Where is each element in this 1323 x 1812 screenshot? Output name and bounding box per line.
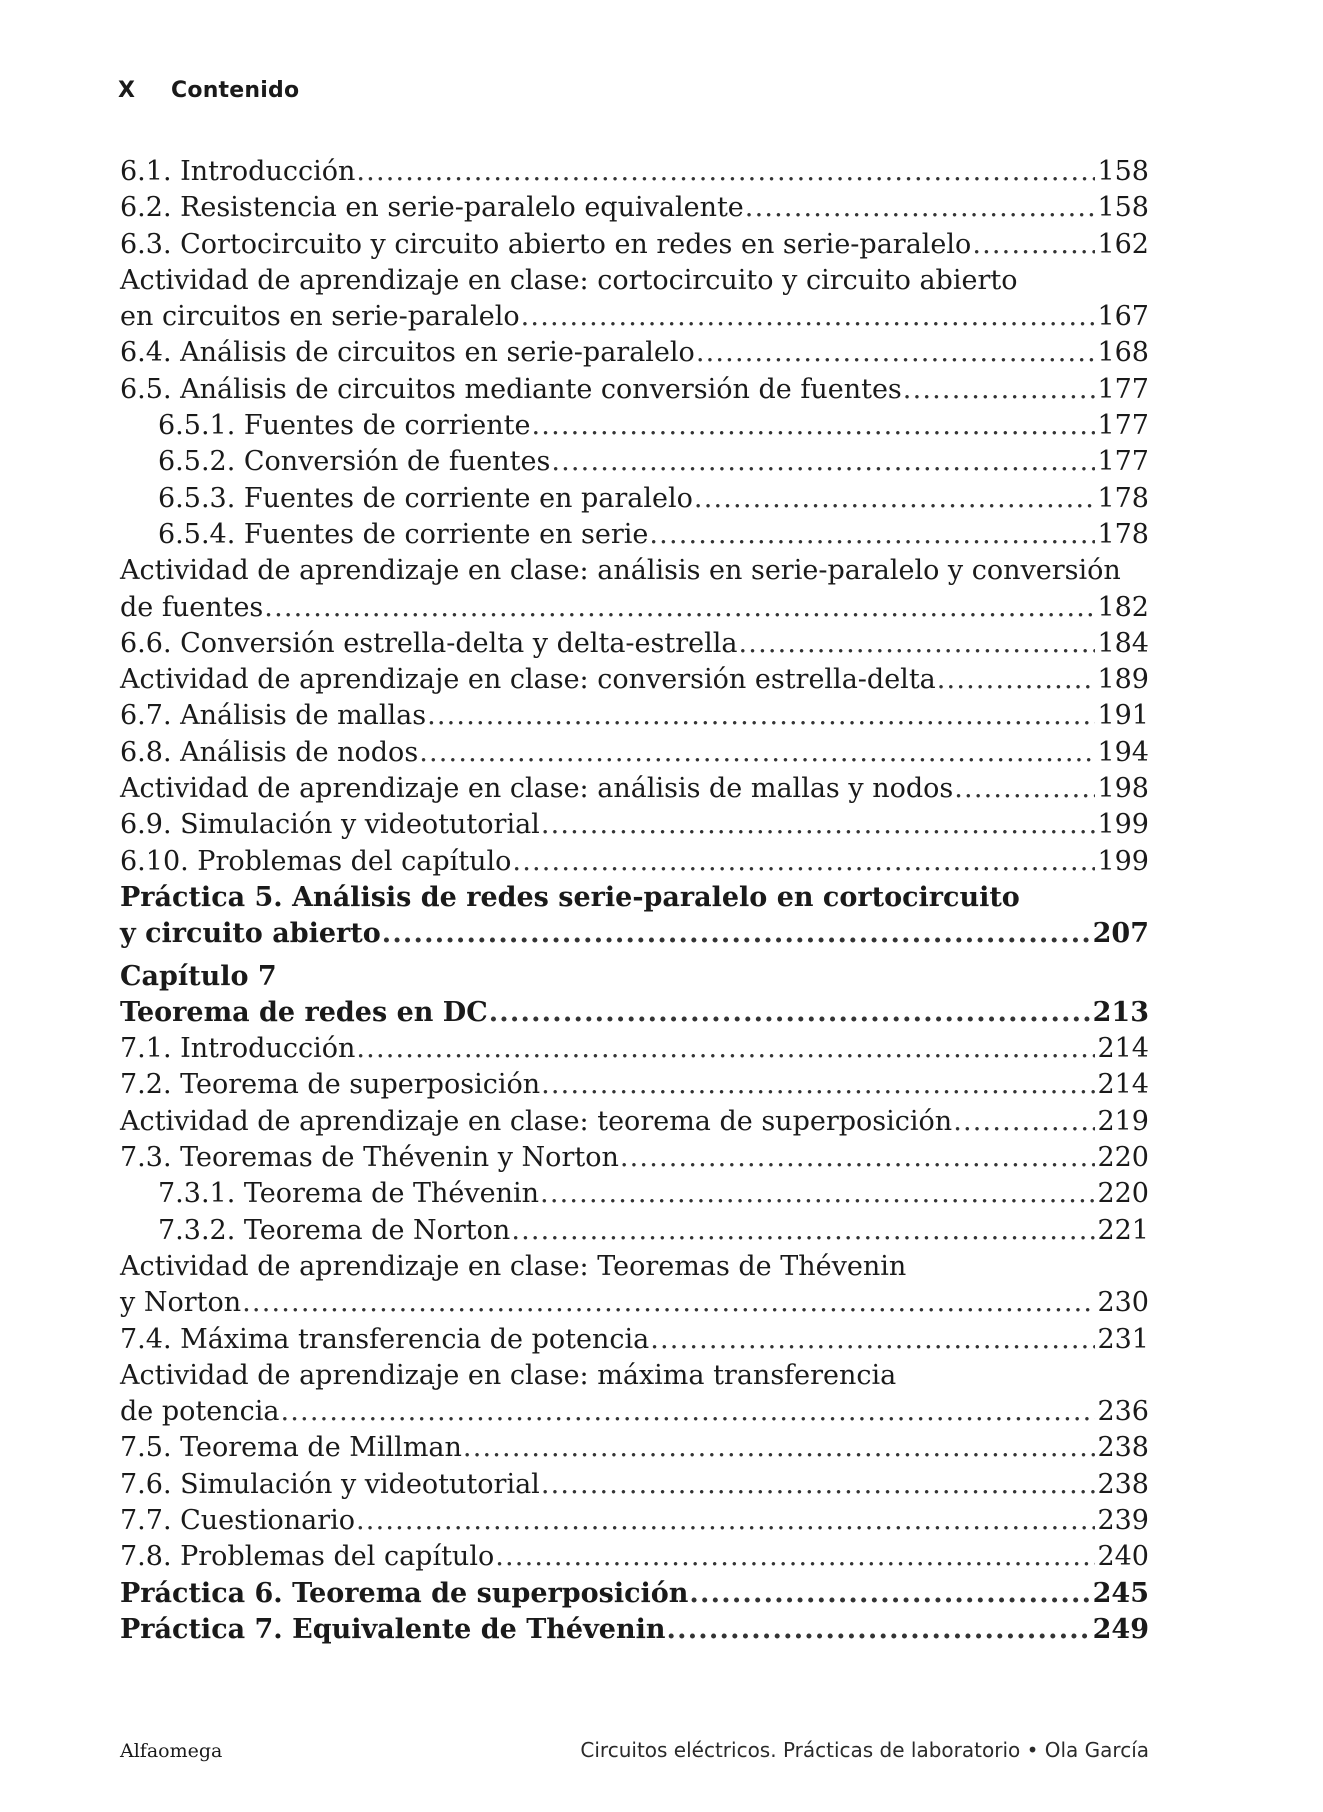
dot-leader [242,1285,1095,1321]
toc-entry[interactable] [120,1213,1149,1249]
toc-entry-title: Práctica 6. Teorema de superposición [120,1577,689,1609]
toc-entry-title: 7.7. Cuestionario [120,1504,356,1536]
toc-entry-page: 213 [1092,996,1149,1028]
dot-leader [541,1067,1095,1103]
toc-entry[interactable] [120,1467,1149,1503]
toc-entry-title: en circuitos en serie-paralelo [120,301,520,333]
dot-leader [540,1176,1095,1212]
dot-leader [541,807,1096,843]
dot-leader [954,771,1095,807]
toc-entry-page: 191 [1097,700,1149,732]
toc-entry-page: 249 [1092,1613,1149,1645]
toc-entry-title: 7.4. Máxima transferencia de potencia [120,1323,650,1355]
dot-leader [937,662,1096,698]
toc-entry[interactable] [120,807,1149,843]
dot-leader [356,154,1095,190]
toc-entry-title: 7.6. Simulación y videotutorial [120,1468,540,1500]
dot-leader [739,626,1096,662]
toc-entry-page: 245 [1092,1577,1149,1609]
toc-entry-page: 199 [1097,809,1149,841]
dot-leader [649,517,1095,553]
toc-entry[interactable] [120,1031,1149,1067]
toc-entry-title: 6.8. Análisis de nodos [120,736,419,768]
toc-entry[interactable] [120,553,1149,626]
toc-entry[interactable] [120,771,1149,807]
toc-entry-title-line: Actividad de aprendizaje en clase: Teoremas de Thévenin [120,1250,907,1282]
dot-leader [280,1394,1095,1430]
toc-entry-page: 240 [1097,1541,1149,1573]
toc-entry-title: 6.5.1. Fuentes de corriente [158,410,531,442]
toc-entry-title: Actividad de aprendizaje en clase: teorema de superposición [120,1105,953,1137]
toc-entry-title: 7.2. Teorema de superposición [120,1069,541,1101]
dot-leader [427,698,1095,734]
toc-entry-title: 6.5.3. Fuentes de corriente en paralelo [158,482,693,514]
toc-entry[interactable] [120,481,1149,517]
dot-leader [953,1104,1095,1140]
toc-entry-page: 198 [1097,773,1149,805]
toc-entry[interactable] [120,1067,1149,1103]
toc-entry[interactable] [120,662,1149,698]
toc-entry-title: de potencia [120,1396,280,1428]
toc-entry-page: 199 [1097,845,1149,877]
toc-entry-title: Práctica 7. Equivalente de Thévenin [120,1613,666,1645]
dot-leader [521,299,1096,335]
toc-entry[interactable] [120,335,1149,371]
toc-entry[interactable] [120,408,1149,444]
toc-entry-title-line: Práctica 5. Análisis de redes serie-paralelo en cortocircuito [120,881,1020,913]
page-header [118,78,299,103]
toc-entry[interactable] [120,626,1149,662]
dot-leader [511,1213,1095,1249]
toc-entry-page: 230 [1097,1287,1149,1319]
toc-entry-title-line: Actividad de aprendizaje en clase: máxima transferencia [120,1359,897,1391]
toc-entry-page: 239 [1097,1504,1149,1536]
toc-entry-title: 6.10. Problemas del capítulo [120,845,512,877]
toc-entry-page: 220 [1097,1178,1149,1210]
toc-entry-title: 7.1. Introducción [120,1033,356,1065]
toc-entry[interactable] [120,1176,1149,1212]
toc-entry-page: 236 [1097,1396,1149,1428]
toc-entry[interactable] [120,1322,1149,1358]
toc-entry-title: 6.9. Simulación y videotutorial [120,809,540,841]
toc-entry-title: 6.6. Conversión estrella-delta y delta-estrella [120,627,738,659]
toc-entry-page: 214 [1097,1033,1149,1065]
toc-entry-page: 231 [1097,1323,1149,1355]
toc-entry-page: 167 [1097,301,1149,333]
page-footer [120,1738,1149,1762]
toc-entry[interactable] [120,263,1149,336]
toc-entry-page: 178 [1097,518,1149,550]
toc-entry-title-line: Actividad de aprendizaje en clase: análisis en serie-paralelo y conversión [120,555,1121,587]
table-of-contents [120,154,1149,1648]
toc-entry[interactable] [120,1249,1149,1322]
toc-entry-title: 6.7. Análisis de mallas [120,700,427,732]
toc-entry[interactable] [120,1140,1149,1176]
dot-leader [463,1430,1096,1466]
dot-leader [264,590,1095,626]
toc-entry-title: Actividad de aprendizaje en clase: análisis de mallas y nodos [120,773,954,805]
toc-entry-title: 7.3.1. Teorema de Thévenin [158,1178,540,1210]
toc-entry-page: 238 [1097,1432,1149,1464]
toc-entry-title: 6.3. Cortocircuito y circuito abierto en redes en serie-paralelo [120,228,972,260]
toc-entry[interactable] [120,517,1149,553]
toc-entry-title: y circuito abierto [120,918,381,950]
toc-entry-page: 177 [1097,446,1149,478]
toc-entry-title: Actividad de aprendizaje en clase: conversión estrella-delta [120,664,936,696]
toc-entry-page: 238 [1097,1468,1149,1500]
toc-entry-title: 7.8. Problemas del capítulo [120,1541,495,1573]
toc-entry[interactable] [120,995,1149,1031]
toc-entry[interactable] [120,372,1149,408]
dot-leader [541,1467,1096,1503]
toc-entry[interactable] [120,880,1149,953]
publisher-name: Alfaomega [120,1740,223,1762]
toc-entry[interactable] [120,1358,1149,1431]
toc-entry-title: 6.5.4. Fuentes de corriente en serie [158,518,649,550]
dot-leader [667,1612,1091,1648]
book-title: Circuitos eléctricos. Prácticas de laboratorio • Ola García [580,1738,1149,1762]
toc-entry-title: de fuentes [120,591,264,623]
dot-leader [495,1539,1095,1575]
toc-entry[interactable] [120,1503,1149,1539]
toc-entry-page: 177 [1097,373,1149,405]
toc-entry[interactable] [120,735,1149,771]
toc-entry-title: 6.1. Introducción [120,156,356,187]
dot-leader [689,1576,1090,1612]
toc-entry[interactable] [120,227,1149,263]
toc-entry[interactable] [120,1576,1149,1612]
toc-entry[interactable] [120,154,1149,190]
toc-entry-page: 158 [1097,192,1149,224]
toc-entry-page: 207 [1092,918,1149,950]
running-title: Contenido [171,78,300,103]
dot-leader [745,190,1096,226]
toc-entry[interactable] [120,1104,1149,1140]
toc-entry-page: 194 [1097,736,1149,768]
toc-entry-page: 220 [1097,1142,1149,1174]
toc-entry-page: 178 [1097,482,1149,514]
toc-entry-page: 219 [1097,1105,1149,1137]
dot-leader [512,844,1095,880]
toc-entry-title: 6.4. Análisis de circuitos en serie-paralelo [120,337,695,369]
toc-entry[interactable] [120,844,1149,880]
dot-leader [419,735,1095,771]
dot-leader [694,481,1096,517]
toc-entry-title: 7.3.2. Teorema de Norton [158,1214,511,1246]
dot-leader [696,335,1096,371]
toc-entry[interactable] [120,1612,1149,1648]
toc-entry-title: y Norton [120,1287,242,1319]
toc-entry-title: 7.3. Teoremas de Thévenin y Norton [120,1142,619,1174]
toc-entry-page: 158 [1097,156,1149,187]
toc-entry[interactable] [120,1430,1149,1466]
chapter-heading: Capítulo 7 [120,960,277,992]
toc-entry-title: 6.5.2. Conversión de fuentes [158,446,551,478]
dot-leader [489,995,1091,1031]
toc-entry-page: 177 [1097,410,1149,442]
dot-leader [532,408,1096,444]
toc-entry-page: 189 [1097,664,1149,696]
toc-entry-page: 214 [1097,1069,1149,1101]
toc-entry[interactable] [120,1539,1149,1575]
dot-leader [620,1140,1096,1176]
toc-entry-title: Teorema de redes en DC [120,996,488,1028]
toc-entry-page: 182 [1097,591,1149,623]
dot-leader [903,372,1096,408]
toc-entry-page: 162 [1097,228,1149,260]
dot-leader [356,1503,1095,1539]
toc-entry-title: 6.5. Análisis de circuitos mediante conversión de fuentes [120,373,902,405]
dot-leader [382,916,1091,952]
dot-leader [356,1031,1095,1067]
dot-leader [551,444,1095,480]
toc-entry-title: 7.5. Teorema de Millman [120,1432,462,1464]
toc-entry[interactable] [120,190,1149,226]
toc-entry-title: 6.2. Resistencia en serie-paralelo equivalente [120,192,744,224]
toc-entry-page: 184 [1097,627,1149,659]
toc-entry-title-line: Actividad de aprendizaje en clase: cortocircuito y circuito abierto [120,264,1018,296]
page-number: X [118,78,136,103]
dot-leader [650,1322,1095,1358]
toc-entry-page: 168 [1097,337,1149,369]
toc-entry[interactable] [120,698,1149,734]
toc-entry-page: 221 [1097,1214,1149,1246]
toc-entry[interactable] [120,444,1149,480]
dot-leader [972,227,1095,263]
